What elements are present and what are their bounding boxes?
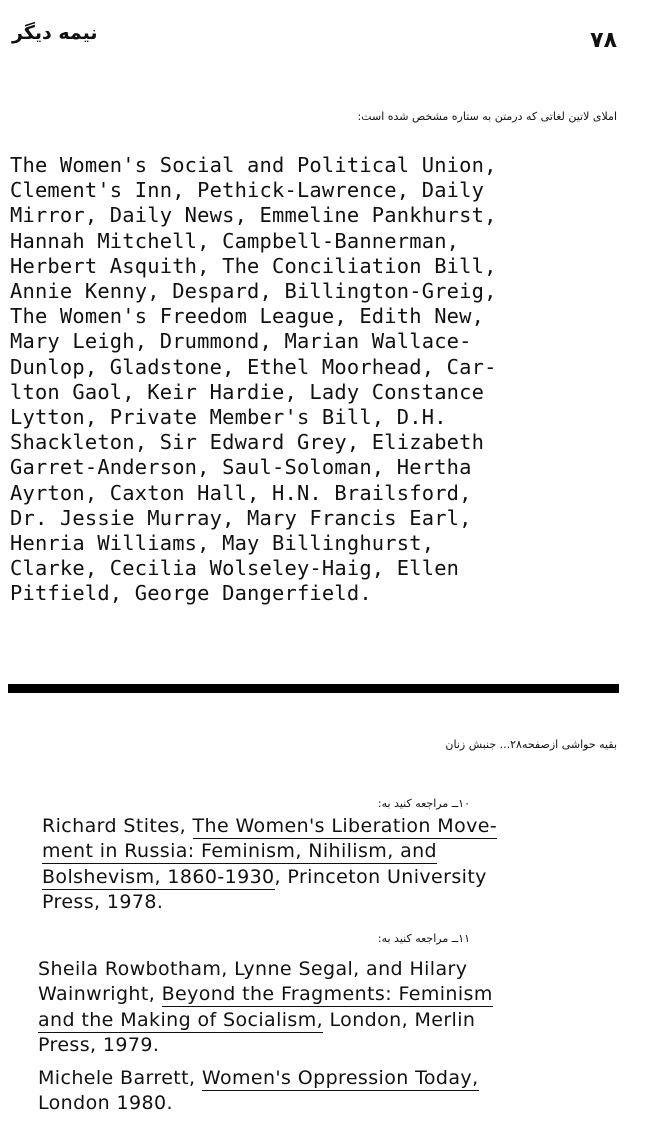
footnote-10-heading: ۱۰ــ مراجعه کنید به:	[377, 797, 470, 810]
latin-line: Dunlop, Gladstone, Ethel Moorhead, Car-	[10, 354, 497, 379]
latin-line: Ayrton, Caxton Hall, H.N. Brailsford,	[10, 480, 472, 505]
latin-line: The Women's Freedom League, Edith New,	[10, 304, 485, 329]
citation-text: London 1980.	[38, 1092, 173, 1115]
footnote-10-citation	[42, 814, 497, 916]
latin-line: Clarke, Cecilia Wolseley-Haig, Ellen	[10, 556, 460, 581]
latin-line: Dr. Jessie Murray, Mary Francis Earl,	[10, 505, 472, 530]
citation-title: Women's Oppression Today,	[201, 1067, 479, 1089]
latin-line: lton Gaol, Keir Hardie, Lady Constance	[10, 379, 485, 404]
citation-line	[38, 1008, 493, 1033]
citation-title: Beyond the Fragments: Feminism	[161, 983, 493, 1006]
page-number: ۷۸	[590, 28, 617, 53]
citation-line	[38, 982, 493, 1007]
citation-text: Richard Stites,	[42, 815, 193, 837]
citation-title: The Women's Liberation Move-	[192, 815, 498, 837]
section-divider	[8, 684, 619, 693]
latin-names-block	[10, 153, 630, 607]
footnote-11b-citation	[38, 1066, 479, 1117]
latin-line: Garret-Anderson, Saul-Soloman, Hertha	[10, 455, 472, 480]
citation-text: Press, 1978.	[42, 891, 164, 914]
citation-text: Wainwright,	[38, 983, 162, 1006]
footnotes-continuation-note: بقیه حواشی ازصفحه۲۸... جنبش زنان	[445, 738, 617, 751]
citation-title: ment in Russia: Feminism, Nihilism, and	[42, 840, 438, 863]
citation-text: Michele Barrett,	[38, 1067, 202, 1089]
citation-line	[38, 1066, 479, 1091]
latin-spelling-note: املای لاتین لغاتی که درمتن به ستاره مشخص شده است:	[357, 110, 617, 123]
citation-title: Bolshevism, 1860-1930	[42, 865, 275, 888]
citation-line	[42, 890, 497, 915]
latin-line: Annie Kenny, Despard, Billington-Greig,	[10, 279, 497, 304]
citation-line	[42, 839, 497, 864]
latin-line: Pitfield, George Dangerfield.	[10, 581, 372, 606]
latin-line: Hannah Mitchell, Campbell-Bannerman,	[10, 228, 460, 253]
citation-title: and the Making of Socialism,	[38, 1008, 324, 1031]
citation-line	[38, 957, 493, 982]
citation-line	[38, 1091, 479, 1116]
latin-line: Mirror, Daily News, Emmeline Pankhurst,	[10, 203, 497, 228]
latin-line: Herbert Asquith, The Conciliation Bill,	[10, 253, 497, 278]
latin-line: Mary Leigh, Drummond, Marian Wallace-	[10, 329, 472, 354]
journal-title: نیمه دیگر	[12, 22, 98, 44]
latin-line: Lytton, Private Member's Bill, D.H.	[10, 405, 447, 430]
citation-line	[38, 1033, 493, 1058]
latin-line: Henria Williams, May Billinghurst,	[10, 531, 435, 556]
latin-line: Clement's Inn, Pethick-Lawrence, Daily	[10, 178, 485, 203]
footnote-11-citation	[38, 957, 493, 1059]
footnote-11-heading: ۱۱ــ مراجعه کنید به:	[377, 932, 470, 945]
citation-line	[42, 814, 497, 839]
citation-text: Sheila Rowbotham, Lynne Segal, and Hilary	[38, 958, 468, 980]
citation-line	[42, 865, 497, 890]
citation-text: London, Merlin	[323, 1008, 476, 1031]
latin-line: Shackleton, Sir Edward Grey, Elizabeth	[10, 430, 485, 455]
citation-text: , Princeton University	[274, 865, 487, 888]
latin-line: The Women's Social and Political Union,	[10, 153, 497, 177]
citation-text: Press, 1979.	[38, 1034, 160, 1057]
